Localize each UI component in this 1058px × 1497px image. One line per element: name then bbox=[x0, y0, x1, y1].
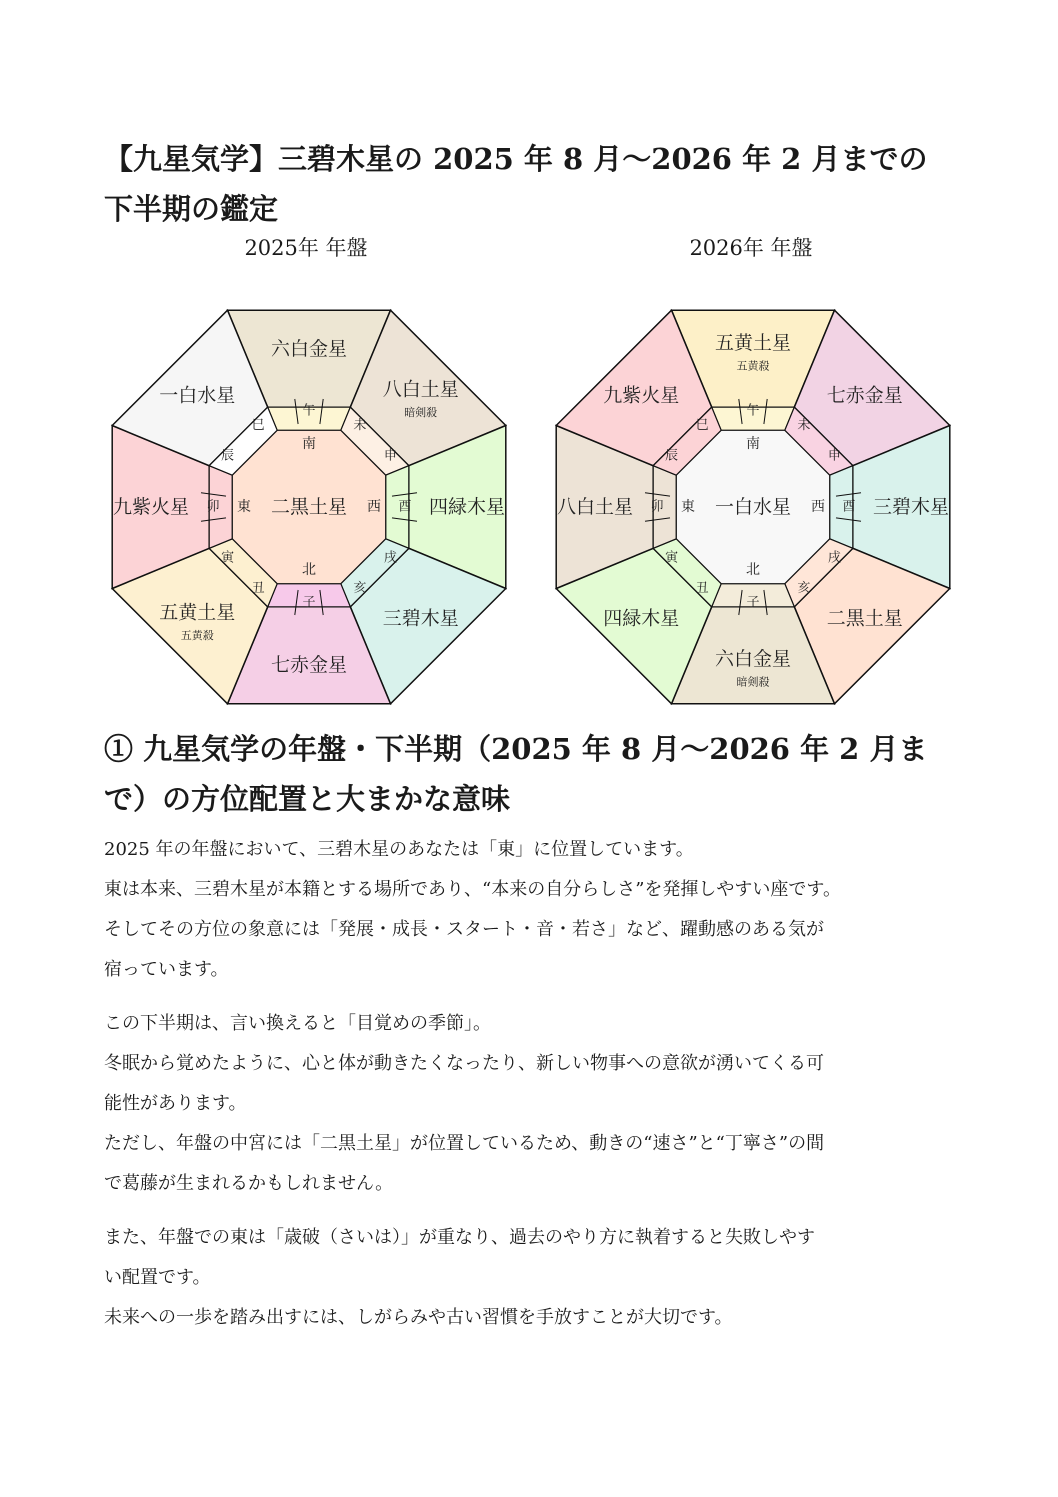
center-star-label: 一白水星 bbox=[714, 496, 792, 518]
sector-note-label: 五黄殺 bbox=[736, 359, 770, 373]
zodiac-mi: 巳 bbox=[695, 418, 709, 434]
title-line-2: 下半期の鑑定 bbox=[104, 192, 279, 226]
direction-east: 東 bbox=[237, 499, 251, 515]
sector-star-label: 六白金星 bbox=[714, 648, 792, 670]
body-line: 東は本来、三碧木星が本籍とする場所であり、“本来の自分らしさ”を発揮しやすい座です。 bbox=[104, 879, 841, 900]
zodiac-inu: 戌 bbox=[827, 550, 841, 566]
body-line: 冬眠から覚めたように、心と体が動きたくなったり、新しい物事への意欲が湧いてくる可 bbox=[104, 1053, 824, 1074]
direction-south: 南 bbox=[302, 436, 316, 452]
sector-star-label: 一白水星 bbox=[159, 384, 236, 407]
zodiac-ushi: 丑 bbox=[695, 580, 709, 596]
sector-star-label: 七赤金星 bbox=[270, 654, 348, 676]
sector-star-label: 七赤金星 bbox=[826, 384, 903, 407]
body-line: この下半期は、言い換えると「目覚めの季節」。 bbox=[104, 1013, 491, 1034]
direction-east: 東 bbox=[681, 499, 695, 515]
sector-star-label: 五黄土星 bbox=[159, 601, 236, 624]
board-2026 bbox=[544, 298, 962, 716]
sector-star-label: 八白土星 bbox=[382, 378, 459, 401]
sector-star-label: 六白金星 bbox=[270, 338, 348, 360]
sector-note-label: 暗剣殺 bbox=[736, 675, 770, 689]
sector-star-label: 九紫火星 bbox=[603, 384, 680, 407]
chart-caption-2026: 2026年 年盤 bbox=[689, 236, 813, 260]
zodiac-hitsuji: 未 bbox=[353, 418, 367, 434]
zodiac-saru: 申 bbox=[383, 448, 397, 464]
sector-star-label: 九紫火星 bbox=[112, 496, 190, 518]
zodiac-u: 卯 bbox=[650, 499, 664, 515]
zodiac-i: 亥 bbox=[353, 580, 367, 596]
title-line-1: 【九星気学】三碧木星の 2025 年 8 月～2026 年 2 月までの bbox=[104, 142, 928, 176]
sector-star-label: 二黒土星 bbox=[826, 607, 903, 630]
zodiac-tori: 酉 bbox=[842, 499, 856, 515]
direction-north: 北 bbox=[746, 562, 760, 578]
zodiac-i: 亥 bbox=[797, 580, 811, 596]
sector-star-label: 四緑木星 bbox=[603, 607, 680, 630]
zodiac-saru: 申 bbox=[827, 448, 841, 464]
zodiac-tatsu: 辰 bbox=[665, 448, 679, 464]
body-line: また、年盤での東は「歳破（さいは）」が重なり、過去のやり方に執着すると失敗しやす bbox=[104, 1227, 815, 1248]
sector-star-label: 四緑木星 bbox=[428, 496, 506, 518]
page-title bbox=[104, 134, 964, 234]
sector-star-label: 八白土星 bbox=[556, 496, 634, 518]
board-2025 bbox=[100, 298, 518, 716]
zodiac-tora: 寅 bbox=[221, 550, 235, 566]
zodiac-ushi: 丑 bbox=[251, 580, 265, 596]
sector-star-label: 五黄土星 bbox=[714, 332, 792, 354]
zodiac-hitsuji: 未 bbox=[797, 418, 811, 434]
zodiac-inu: 戌 bbox=[383, 550, 397, 566]
zodiac-tatsu: 辰 bbox=[221, 448, 235, 464]
section-line-2: で）の方位配置と大まかな意味 bbox=[104, 782, 511, 816]
section-line-1: ① 九星気学の年盤・下半期（2025 年 8 月～2026 年 2 月ま bbox=[104, 732, 928, 766]
sector-star-label: 三碧木星 bbox=[382, 607, 459, 630]
chart-caption-2025: 2025年 年盤 bbox=[244, 236, 368, 260]
sector-note-label: 暗剣殺 bbox=[404, 405, 438, 419]
zodiac-tori: 酉 bbox=[398, 499, 412, 515]
direction-west: 西 bbox=[367, 499, 381, 515]
body-line: 宿っています。 bbox=[104, 959, 229, 980]
body-line: そしてその方位の象意には「発展・成長・スタート・音・若さ」など、躍動感のある気が bbox=[104, 919, 824, 940]
direction-south: 南 bbox=[746, 436, 760, 452]
zodiac-uma: 午 bbox=[746, 403, 760, 419]
body-line: 能性があります。 bbox=[104, 1093, 247, 1114]
body-line: 2025 年の年盤において、三碧木星のあなたは「東」に位置しています。 bbox=[104, 839, 694, 860]
direction-north: 北 bbox=[302, 562, 316, 578]
body-line: い配置です。 bbox=[104, 1267, 211, 1288]
body-line: ただし、年盤の中宮には「二黒土星」が位置しているため、動きの“速さ”と“丁寧さ”の間 bbox=[104, 1133, 825, 1154]
zodiac-uma: 午 bbox=[302, 403, 316, 419]
section-heading bbox=[104, 724, 964, 824]
sector-star-label: 三碧木星 bbox=[872, 496, 950, 518]
center-star-label: 二黒土星 bbox=[270, 496, 348, 518]
zodiac-tora: 寅 bbox=[665, 550, 679, 566]
zodiac-ne: 子 bbox=[302, 595, 316, 611]
zodiac-u: 卯 bbox=[206, 499, 220, 515]
zodiac-ne: 子 bbox=[746, 595, 760, 611]
direction-west: 西 bbox=[811, 499, 825, 515]
zodiac-mi: 巳 bbox=[251, 418, 265, 434]
body-line: で葛藤が生まれるかもしれません。 bbox=[104, 1173, 394, 1194]
body-text bbox=[104, 830, 964, 1338]
sector-note-label: 五黄殺 bbox=[180, 629, 214, 643]
body-line: 未来への一歩を踏み出すには、しがらみや古い習慣を手放すことが大切です。 bbox=[104, 1307, 733, 1328]
